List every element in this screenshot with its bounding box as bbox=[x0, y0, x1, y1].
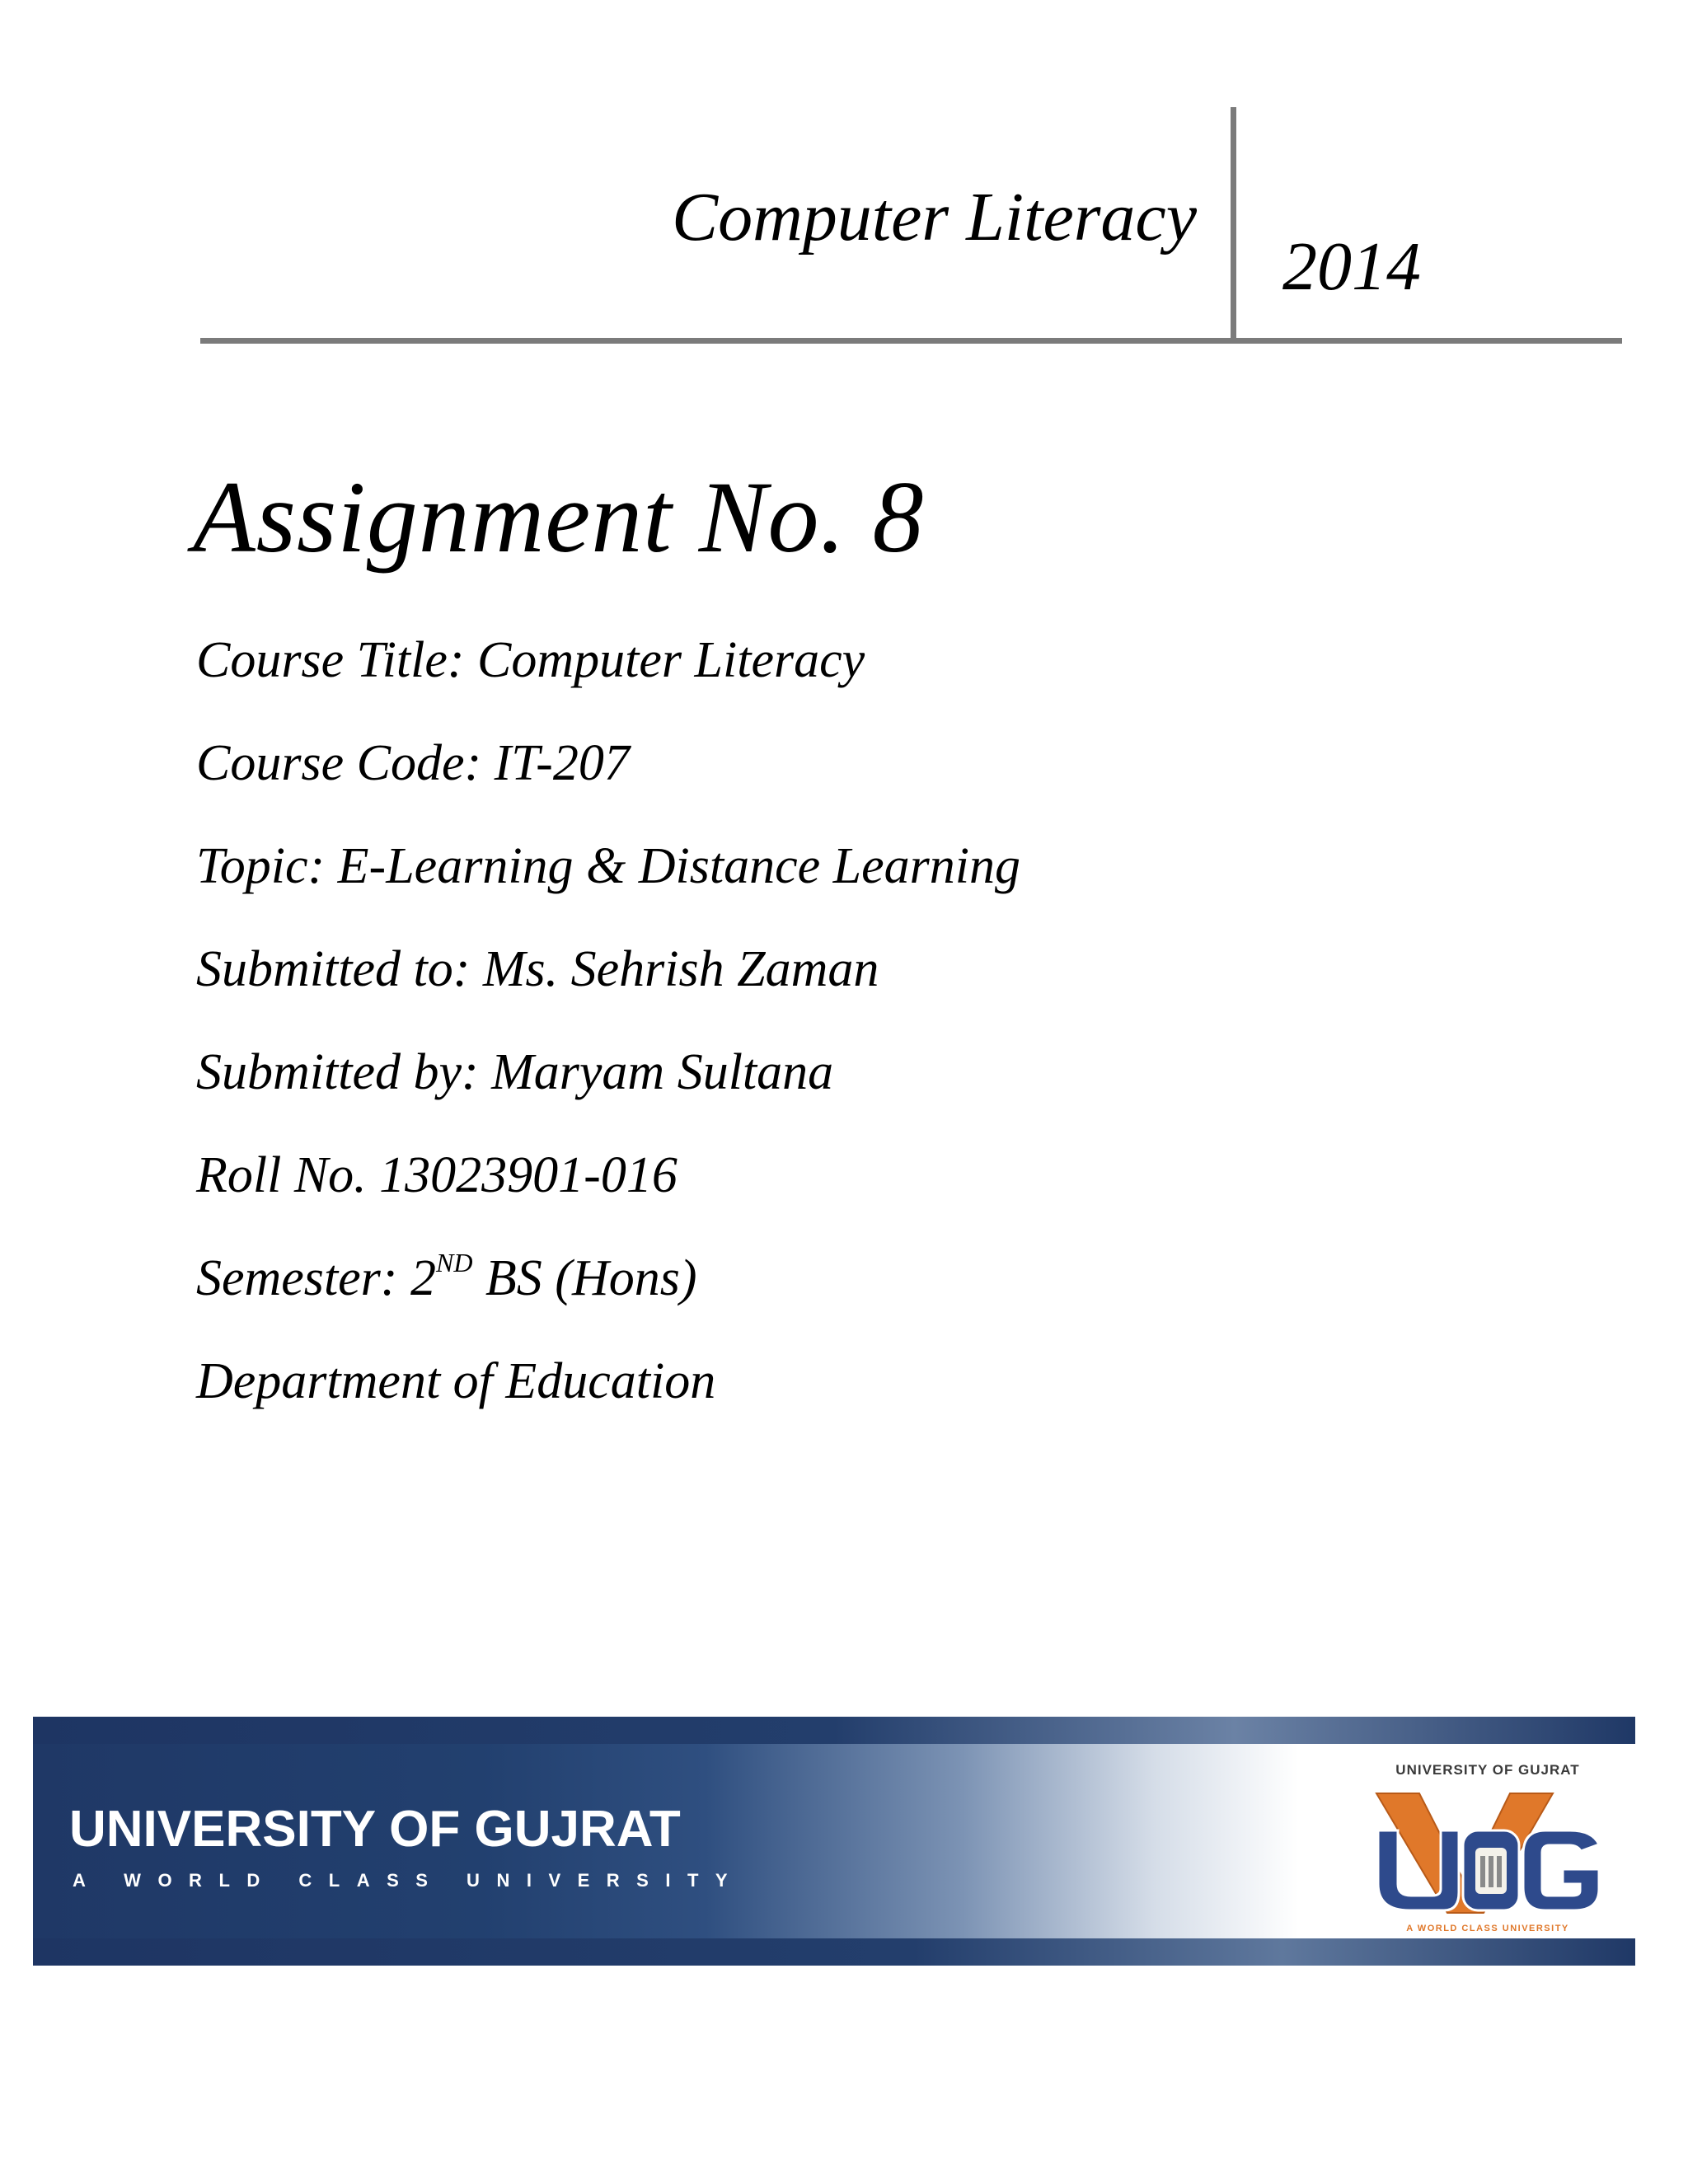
semester-ordinal-suffix: ND bbox=[435, 1248, 473, 1277]
course-code-line: Course Code: IT-207 bbox=[196, 735, 630, 791]
banner-top-strip bbox=[33, 1717, 1635, 1744]
course-title-line: Course Title: Computer Literacy bbox=[196, 632, 865, 688]
uog-logo-icon bbox=[1368, 1785, 1607, 1921]
topic-line: Topic: E-Learning & Distance Learning bbox=[196, 838, 1021, 894]
department-line: Department of Education bbox=[196, 1353, 716, 1409]
university-tagline: A WORLD CLASS UNIVERSITY bbox=[73, 1870, 745, 1891]
header-vertical-divider bbox=[1231, 107, 1236, 343]
semester-prefix: Semester: 2 bbox=[196, 1250, 436, 1306]
logo-bottom-text: A WORLD CLASS UNIVERSITY bbox=[1406, 1924, 1569, 1933]
header-course-title: Computer Literacy bbox=[672, 179, 1197, 255]
submitted-by-line: Submitted by: Maryam Sultana bbox=[196, 1044, 834, 1100]
submitted-to-line: Submitted to: Ms. Sehrish Zaman bbox=[196, 941, 879, 997]
semester-line bbox=[196, 1248, 697, 1306]
semester-suffix: BS (Hons) bbox=[472, 1250, 697, 1306]
header-horizontal-divider bbox=[200, 338, 1622, 344]
university-banner bbox=[33, 1717, 1635, 1966]
assignment-title: Assignment No. 8 bbox=[193, 461, 925, 574]
roll-no-line: Roll No. 13023901-016 bbox=[196, 1147, 678, 1203]
university-name: UNIVERSITY OF GUJRAT bbox=[69, 1801, 681, 1858]
header-year: 2014 bbox=[1282, 228, 1421, 305]
uog-logo bbox=[1360, 1762, 1615, 1943]
logo-top-text: UNIVERSITY OF GUJRAT bbox=[1395, 1762, 1580, 1778]
